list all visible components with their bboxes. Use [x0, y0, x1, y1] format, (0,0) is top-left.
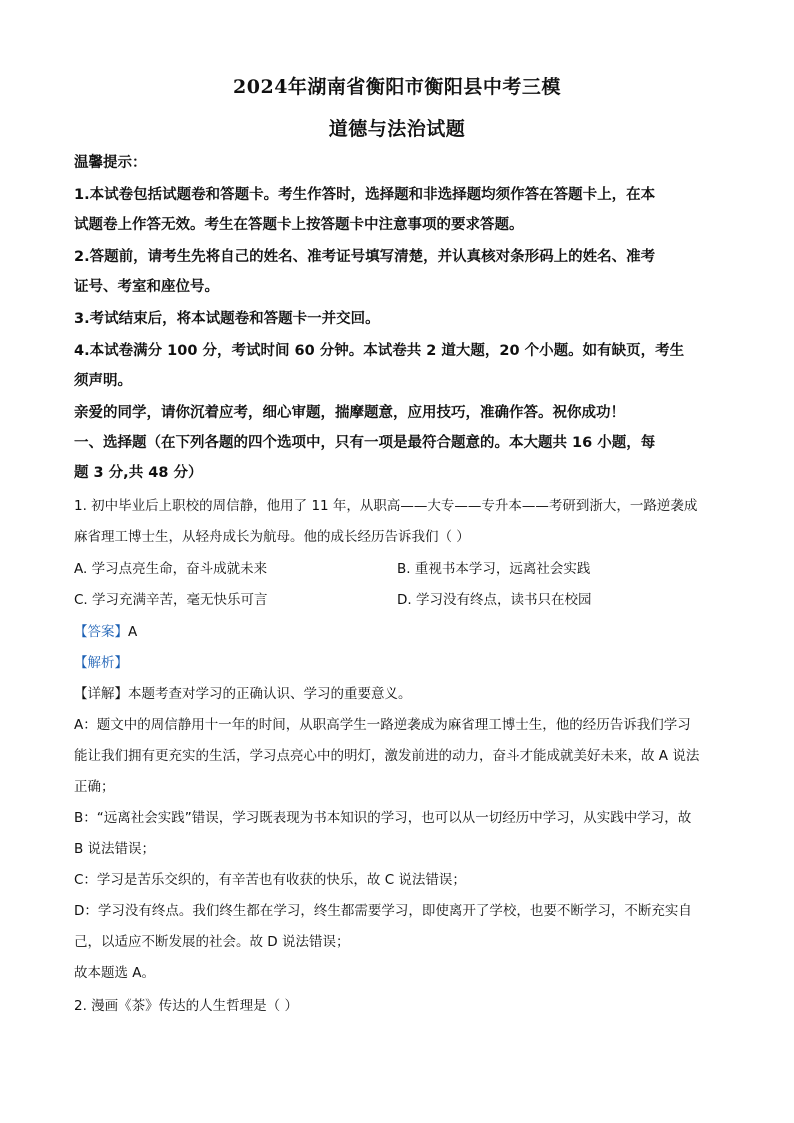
tip-3: 3.考试结束后，将本试题卷和答题卡一并交回。 [74, 311, 380, 327]
analysis-line [74, 651, 724, 671]
conclusion-line: 故本题选 A。 [74, 965, 156, 981]
explanation-b-line-1: B：“远离社会实践”错误，学习既表现为书本知识的学习，也可以从一切经历中学习，从实践中学习，故 [74, 810, 692, 826]
explanation-a-line-1: A：题文中的周信静用十一年的时间，从职高学生一路逆袭成为麻省理工博士生，他的经历告诉我们学习 [74, 717, 691, 733]
answer-tag: 【答案】 [74, 624, 128, 640]
detail-tag: 【详解】 [74, 686, 128, 702]
tip-1-line-2: 试题卷上作答无效。考生在答题卡上按答题卡中注意事项的要求答题。 [74, 217, 524, 233]
section-heading-line-1: 一、选择题（在下列各题的四个选项中，只有一项是最符合题意的。本大题共 16 小题，每 [74, 435, 656, 451]
detail-line [74, 682, 724, 702]
question-2-line-1: 2. 漫画《茶》传达的人生哲理是（ ） [74, 998, 298, 1014]
exam-subtitle: 道德与法治试题 [328, 118, 466, 140]
explanation-d-line-2: 己，以适应不断发展的社会。故 D 说法错误； [74, 934, 350, 950]
explanation-d-line-1: D：学习没有终点。我们终生都在学习，终生都需要学习，即使离开了学校，也要不断学习，不断充实自 [74, 903, 692, 919]
option-a: A. 学习点亮生命，奋斗成就未来 [74, 561, 268, 577]
tip-2-line-1: 2.答题前，请考生先将自己的姓名、准考证号填写清楚，并认真核对条形码上的姓名、准考 [74, 249, 656, 265]
analysis-tag: 【解析】 [74, 655, 128, 671]
exam-title: 2024年湖南省衡阳市衡阳县中考三模 [233, 76, 561, 98]
question-1-line-2: 麻省理工博士生，从轻舟成长为航母。他的成长经历告诉我们（ ） [74, 529, 470, 545]
option-d: D. 学习没有终点，读书只在校园 [397, 592, 592, 608]
section-heading-line-2: 题 3 分,共 48 分） [74, 465, 203, 481]
explanation-b-line-2: B 说法错误； [74, 841, 156, 857]
detail-text: 本题考查对学习的正确认识、学习的重要意义。 [128, 686, 412, 702]
tip-4-line-1: 4.本试卷满分 100 分，考试时间 60 分钟。本试卷共 2 道大题，20 个小题。如有缺页，考生 [74, 343, 685, 359]
answer-value: A [128, 624, 138, 640]
option-c: C. 学习充满辛苦，毫无快乐可言 [74, 592, 268, 608]
explanation-c-line: C：学习是苦乐交织的，有辛苦也有收获的快乐，故 C 说法错误； [74, 872, 466, 888]
tips-heading: 温馨提示： [74, 155, 147, 171]
question-1-line-1: 1. 初中毕业后上职校的周信静，他用了 11 年，从职高——大专——专升本——考研到浙大，一路逆袭成 [74, 498, 698, 514]
answer-line [74, 620, 724, 640]
explanation-a-line-2: 能让我们拥有更充实的生活，学习点亮心中的明灯，激发前进的动力，奋斗才能成就美好未来，故 A 说法 [74, 748, 700, 764]
option-b: B. 重视书本学习，远离社会实践 [397, 561, 591, 577]
explanation-a-line-3: 正确； [74, 779, 115, 795]
greeting-line: 亲爱的同学，请你沉着应考，细心审题，揣摩题意，应用技巧，准确作答。祝你成功！ [74, 405, 625, 421]
tip-4-line-2: 须声明。 [74, 373, 132, 389]
tip-2-line-2: 证号、考室和座位号。 [74, 279, 219, 295]
tip-1-line-1: 1.本试卷包括试题卷和答题卡。考生作答时，选择题和非选择题均须作答在答题卡上，在本 [74, 187, 656, 203]
